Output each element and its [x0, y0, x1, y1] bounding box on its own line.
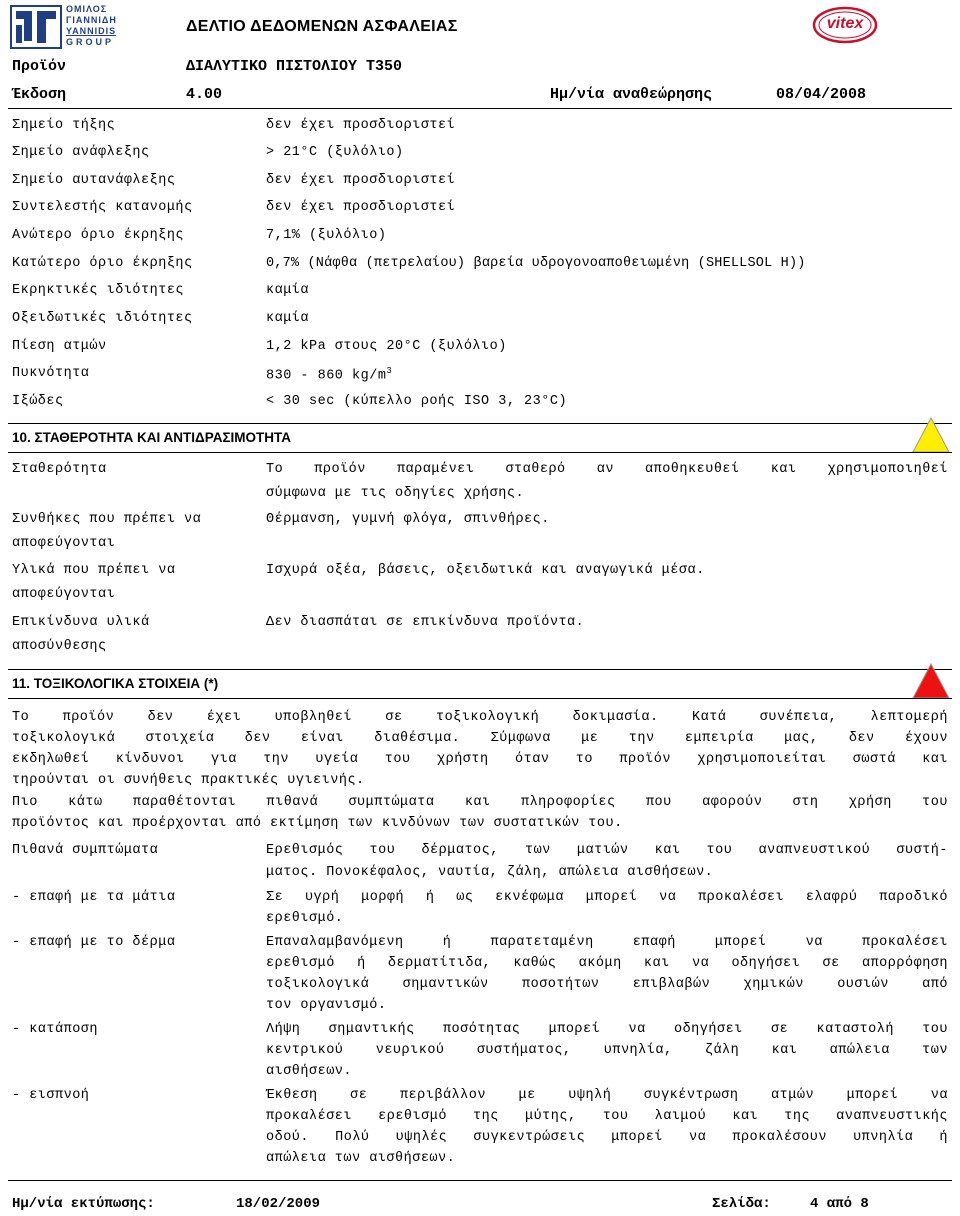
header-divider — [8, 108, 952, 109]
paragraph-line: τηρούνται οι συνήθεις πρακτικές υγιεινής. — [12, 773, 365, 788]
revision-date: 08/04/2008 — [776, 86, 867, 103]
page-number: 4 από 8 — [810, 1196, 869, 1212]
row-text-line: κεντρικού νευρικού συστήματος, υπνηλία, ζάλη και απώλεια των — [266, 1043, 948, 1058]
property-label: Κατώτερο όριο έκρηξης — [12, 256, 193, 271]
row-text-line: ερεθισμό ή δερματίτιδα, καθώς ακόμη και να οδηγήσει σε απορρόφηση — [266, 956, 948, 971]
row-text-line: προκαλέσει ερεθισμό της μύτης, του λαιμού και της αναπνευστικής — [266, 1109, 948, 1124]
row-text-line: τοξικολογικά σημαντικών ποσοτήτων επιβλαβών χημικών ουσιών από — [266, 977, 948, 992]
property-label: Ανώτερο όριο έκρηξης — [12, 228, 185, 243]
footer-rule — [8, 1180, 952, 1181]
warning-triangle-icon — [911, 416, 951, 454]
property-value: < 30 sec (κύπελλο ροής ISO 3, 23°C) — [266, 394, 568, 409]
section11-top-rule — [8, 669, 952, 670]
print-date: 18/02/2009 — [236, 1196, 321, 1212]
row-label: Πιθανά συμπτώματα — [12, 843, 159, 858]
logo-line: GROUP — [66, 37, 115, 47]
paragraph-line: Το προϊόν δεν έχει υποβληθεί σε τοξικολογική δοκιμασία. Κατά συνέπεια, λεπτομερή — [12, 710, 948, 725]
row-label: αποσύνθεσης — [12, 639, 107, 654]
row-text-line: ερεθισμό. — [266, 911, 344, 926]
toxicology-paragraph-2 — [12, 792, 948, 834]
version-label: Έκδοση — [12, 86, 67, 103]
row-text-line: σύμφωνα με τις οδηγίες χρήσης. — [266, 486, 525, 501]
section10-heading: 10. ΣΤΑΘΕΡΟΤΗΤΑ ΚΑΙ ΑΝΤΙΔΡΑΣΙΜΟΤΗΤΑ — [12, 430, 292, 445]
property-label: Πυκνότητα — [12, 366, 90, 381]
product-label: Προϊόν — [12, 58, 67, 75]
property-value: δεν έχει προσδιοριστεί — [266, 200, 456, 215]
density-exponent: 3 — [386, 366, 393, 376]
row-label: αποφεύγονται — [12, 587, 116, 602]
property-label: Εκρηκτικές ιδιότητες — [12, 283, 185, 298]
property-value: δεν έχει προσδιοριστεί — [266, 118, 456, 133]
property-label: Πίεση ατμών — [12, 339, 107, 354]
logo-line: ΓΙΑΝΝΙΔΗ — [66, 15, 117, 25]
danger-triangle-icon — [911, 662, 951, 700]
row-label: - επαφή με τα μάτια — [12, 890, 176, 905]
property-value: 0,7% (Νάφθα (πετρελαίου) βαρεία υδρογονοαποθειωμένη (SHELLSOL H)) — [266, 256, 806, 271]
row-text-line: Θέρμανση, γυμνή φλόγα, σπινθήρες. — [266, 512, 550, 527]
row-label: Σταθερότητα — [12, 462, 107, 477]
row-text-line: απώλεια των αισθήσεων. — [266, 1151, 456, 1166]
vitex-logo — [812, 6, 878, 44]
version-value: 4.00 — [186, 86, 223, 103]
property-value: 7,1% (ξυλόλιο) — [266, 228, 387, 243]
logo-line: YANNIDIS — [66, 26, 117, 36]
row-text-line: Σε υγρή μορφή ή ως εκνέφωμα μπορεί να προκαλέσει ελαφρύ παροδικό — [266, 890, 948, 905]
product-name: ΔΙΑΛΥΤΙΚΟ ΠΙΣΤΟΛΙΟΥ Τ350 — [186, 58, 403, 75]
logo-line: ΟΜΙΛΟΣ — [66, 4, 108, 14]
paragraph-line: εκδηλωθεί κίνδυνοι για την υγεία του χρήστη όταν το προϊόν χρησιμοποιείται σωστά και — [12, 752, 948, 767]
row-text-line: Επαναλαμβανόμενη ή παρατεταμένη επαφή μπορεί να προκαλέσει — [266, 935, 948, 950]
property-value: 1,2 kPa στους 20°C (ξυλόλιο) — [266, 339, 507, 354]
toxicology-paragraph-1 — [12, 707, 948, 791]
paragraph-line: τοξικολογικά στοιχεία δεν είναι διαθέσιμα. Σύμφωνα με την εμπειρία μας, δεν έχουν — [12, 731, 948, 746]
row-label: Επικίνδυνα υλικά — [12, 615, 150, 630]
section10-heading-rule — [8, 452, 952, 453]
property-label: Σημείο αυτανάφλεξης — [12, 173, 176, 188]
property-label: Συντελεστής κατανομής — [12, 200, 193, 215]
row-text-line: Έκθεση σε περιβάλλον με υψηλή συγκέντρωση ατμών μπορεί να — [266, 1088, 948, 1103]
row-label: αποφεύγονται — [12, 536, 116, 551]
row-text-line: οδού. Πολύ υψηλές συγκεντρώσεις μπορεί να προκαλέσουν υπνηλία ή — [266, 1130, 948, 1145]
property-label: Ιξώδες — [12, 394, 64, 409]
row-label: Υλικά που πρέπει να — [12, 563, 176, 578]
row-text-line: Το προϊόν παραμένει σταθερό αν αποθηκευθεί και χρησιμοποιηθεί — [266, 462, 948, 477]
paragraph-line: Πιο κάτω παραθέτονται πιθανά συμπτώματα και πληροφορίες που αφορούν στη χρήση του — [12, 795, 948, 810]
section10-top-rule — [8, 423, 952, 424]
property-value: > 21°C (ξυλόλιο) — [266, 145, 404, 160]
row-text-line: Δεν διασπάται σε επικίνδυνα προϊόντα. — [266, 615, 585, 630]
row-text-line: Ισχυρά οξέα, βάσεις, οξειδωτικά και αναγωγικά μέσα. — [266, 563, 705, 578]
property-label: Σημείο τήξης — [12, 118, 116, 133]
section11-heading: 11. ΤΟΞΙΚΟΛΟΓΙΚΑ ΣΤΟΙΧΕΙΑ (*) — [12, 676, 219, 691]
print-date-label: Ημ/νία εκτύπωσης: — [12, 1196, 155, 1212]
row-text-line: τον οργανισμό. — [266, 998, 387, 1013]
property-value: καμία — [266, 311, 310, 326]
row-text-line: Λήψη σημαντικής ποσότητας μπορεί να οδηγήσει σε καταστολή του — [266, 1022, 948, 1037]
revision-label: Ημ/νία αναθεώρησης — [550, 86, 713, 103]
row-label: - επαφή με το δέρμα — [12, 935, 176, 950]
row-text-line: Ερεθισμός του δέρματος, των ματιών και του αναπνευστικού συστή- — [266, 843, 948, 858]
property-value: δεν έχει προσδιοριστεί — [266, 173, 456, 188]
property-label: Οξειδωτικές ιδιότητες — [12, 311, 193, 326]
row-text-line: αισθήσεων. — [266, 1064, 353, 1079]
brand-name: vitex — [826, 15, 864, 32]
section11-heading-rule — [8, 698, 952, 699]
row-text-line: ματος. Πονοκέφαλος, ναυτία, ζάλη, απώλεια αισθήσεων. — [266, 865, 714, 880]
property-value: καμία — [266, 283, 310, 298]
property-label: Σημείο ανάφλεξης — [12, 145, 150, 160]
document-title: ΔΕΛΤΙΟ ΔΕΔΟΜΕΝΩΝ ΑΣΦΑΛΕΙΑΣ — [186, 18, 458, 35]
row-label: - κατάποση — [12, 1022, 99, 1037]
company-logo — [10, 4, 130, 50]
property-value: 830 - 860 kg/m — [266, 368, 387, 384]
paragraph-line: προϊόντος και προέρχονται από εκτίμηση των κινδύνων των συστατικών του. — [12, 816, 623, 831]
row-label: - εισπνοή — [12, 1088, 90, 1103]
row-label: Συνθήκες που πρέπει να — [12, 512, 202, 527]
logo-mark-icon — [10, 5, 62, 49]
page-label: Σελίδα: — [712, 1196, 771, 1212]
